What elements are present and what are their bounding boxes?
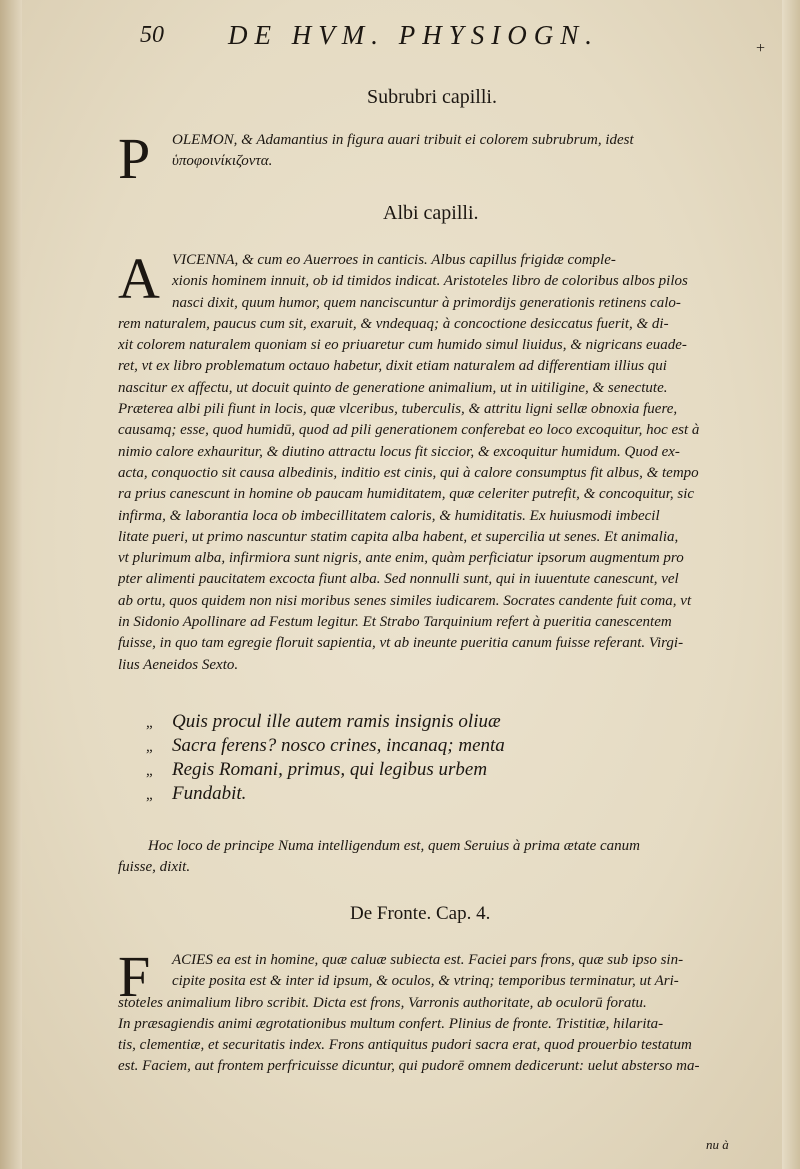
text-line: fuisse, dixit. xyxy=(118,859,191,876)
text-line: nasci dixit, quum humor, quem nanciscuntur à primordijs generationis retinens calo- xyxy=(172,294,681,311)
text-line: VICENNA, & cum eo Auerroes in canticis. Albus capillus frigidæ comple- xyxy=(172,252,616,268)
running-title: DE HVM. PHYSIOGN. xyxy=(228,20,599,50)
text-line: ὑποφοινίκιζοντα. xyxy=(172,153,273,170)
drop-cap-a: A xyxy=(118,246,160,311)
section-heading-subrubri: Subrubri capilli. xyxy=(367,86,497,108)
corner-mark: + xyxy=(756,40,766,57)
chapter-heading-de-fronte: De Fronte. Cap. 4. xyxy=(350,903,491,924)
text-line: ra prius canescunt in homine ob paucam humiditatem, quæ celeriter putrefit, & concoquitur, sic xyxy=(118,486,695,503)
text-line: nimio calore exhauritur, & diutino attractu locus fit siccior, & excoquitur humidum. Quod ex- xyxy=(118,443,680,460)
text-line: infirma, & laborantia loca ob imbecillitatem caloris, & humiditatis. Ex huiusmodi imbecil xyxy=(118,507,660,524)
text-line: Præterea albi pili fiunt in locis, quæ vlceribus, tuberculis, & attritu ligni sellæ obnoxia fuere, xyxy=(118,401,678,418)
text-line: Hoc loco de principe Numa intelligendum est, quem Seruius à prima ætate canum xyxy=(148,838,641,854)
text-line: cipite posita est & inter id ipsum, & oculos, & vtrinq; temporibus terminatur, ut Ari- xyxy=(172,973,679,990)
verse-line xyxy=(146,734,505,758)
text-line: litate pueri, ut primo nascuntur statim capita alba habent, et supercilia ut senes. Et animalia, xyxy=(118,528,679,545)
running-head xyxy=(140,20,660,60)
text-line: tis, clementiæ, et securitatis index. Frons antiquitus pudori sacra erat, quod prouerbio testatum xyxy=(118,1037,692,1054)
verse-text: Fundabit. xyxy=(172,783,247,804)
text-line: ACIES ea est in homine, quæ caluæ subiecta est. Faciei pars frons, quæ sub ipso sin- xyxy=(172,952,684,968)
text-line: lius Aeneidos Sexto. xyxy=(118,656,239,673)
text-line: est. Faciem, aut frontem perfricuisse dicuntur, qui pudorē omnem dedicerunt: uelut absterso ma- xyxy=(118,1058,700,1075)
paragraph-numa xyxy=(118,836,764,879)
quote-mark: „ xyxy=(146,715,153,731)
text-line: xionis hominem innuit, ob id timidos indicat. Aristoteles libro de coloribus albos pilos xyxy=(172,273,688,290)
verse-line xyxy=(146,782,505,806)
verse-line xyxy=(146,758,505,782)
text-line: stoteles animalium libro scribit. Dicta est frons, Varronis authoritate, ab oculorū foratu. xyxy=(118,994,647,1011)
catchword: nu à xyxy=(706,1137,729,1152)
text-line: ret, vt ex libro problematum octauo habetur, dixit etiam naturalem ad differentiam illius qui xyxy=(118,358,667,375)
text-line: vt plurimum alba, infirmiora sunt nigris, ante enim, quàm perficiatur ipsorum augmentum pro xyxy=(118,550,684,567)
quote-mark: „ xyxy=(146,763,153,779)
section-heading-albi: Albi capilli. xyxy=(383,202,479,224)
paragraph-albi xyxy=(118,246,764,676)
verse-text: Sacra ferens? nosco crines, incanaq; menta xyxy=(172,735,505,756)
drop-cap-p: P xyxy=(118,126,151,191)
quote-mark: „ xyxy=(146,787,153,803)
text-line: nascitur ex affectu, ut docuit quinto de generatione animalium, ut in uitiligine, & senectute. xyxy=(118,379,668,396)
page-edge-shadow xyxy=(782,0,800,1169)
text-line: rem naturalem, paucus cum sit, exaruit, & vndequaq; à concoctione desiccatus fuerit, & di- xyxy=(118,315,669,332)
text-line: OLEMON, & Adamantius in figura auari tribuit ei colorem subrubrum, idest xyxy=(172,132,634,148)
quote-mark: „ xyxy=(146,739,153,755)
drop-cap-f: F xyxy=(118,944,151,1009)
verse-text: Regis Romani, primus, qui legibus urbem xyxy=(172,759,488,780)
text-line: fuisse, in quo tam egregie floruit sapientia, vt ab ineunte pueritia canum fuisse referant. Virgi- xyxy=(118,635,684,652)
verse-text: Quis procul ille autem ramis insignis oliuæ xyxy=(172,711,501,732)
text-line: causamq; esse, quod humidū, quod ad pili generationem conferebat eo loco excoquitur, hoc est à xyxy=(118,422,700,439)
text-line: xit colorem naturalem quoniam si eo priuaretur cum humido simul liuidus, & nigricans euade- xyxy=(118,337,687,354)
text-line: pter alimenti paucitatem excocta fiunt alba. Sed nonnulli sunt, qui in iuuentute canescunt, vel xyxy=(118,571,679,588)
page-number: 50 xyxy=(140,22,164,48)
text-line: In præsagiendis animi ægrotationibus multum confert. Plinius de fronte. Tristitiæ, hilarita- xyxy=(118,1015,664,1032)
paragraph-de-fronte xyxy=(118,944,764,1078)
gutter-shadow xyxy=(0,0,22,1169)
verse-line xyxy=(146,710,505,734)
text-line: in Sidonio Apollinare ad Festum legitur. Et Strabo Tarquinium refert à pueritia canescentem xyxy=(118,614,672,631)
verse-quotation xyxy=(146,710,505,806)
text-line: ab ortu, quos quidem non nisi moribus senes similes iudicarem. Socrates candente fuit coma, vt xyxy=(118,592,692,609)
text-line: acta, conquoctio sit causa albedinis, inditio est cinis, qui à calore consumptus fit albus, & tempo xyxy=(118,464,699,481)
paragraph-subrubri xyxy=(118,130,764,173)
